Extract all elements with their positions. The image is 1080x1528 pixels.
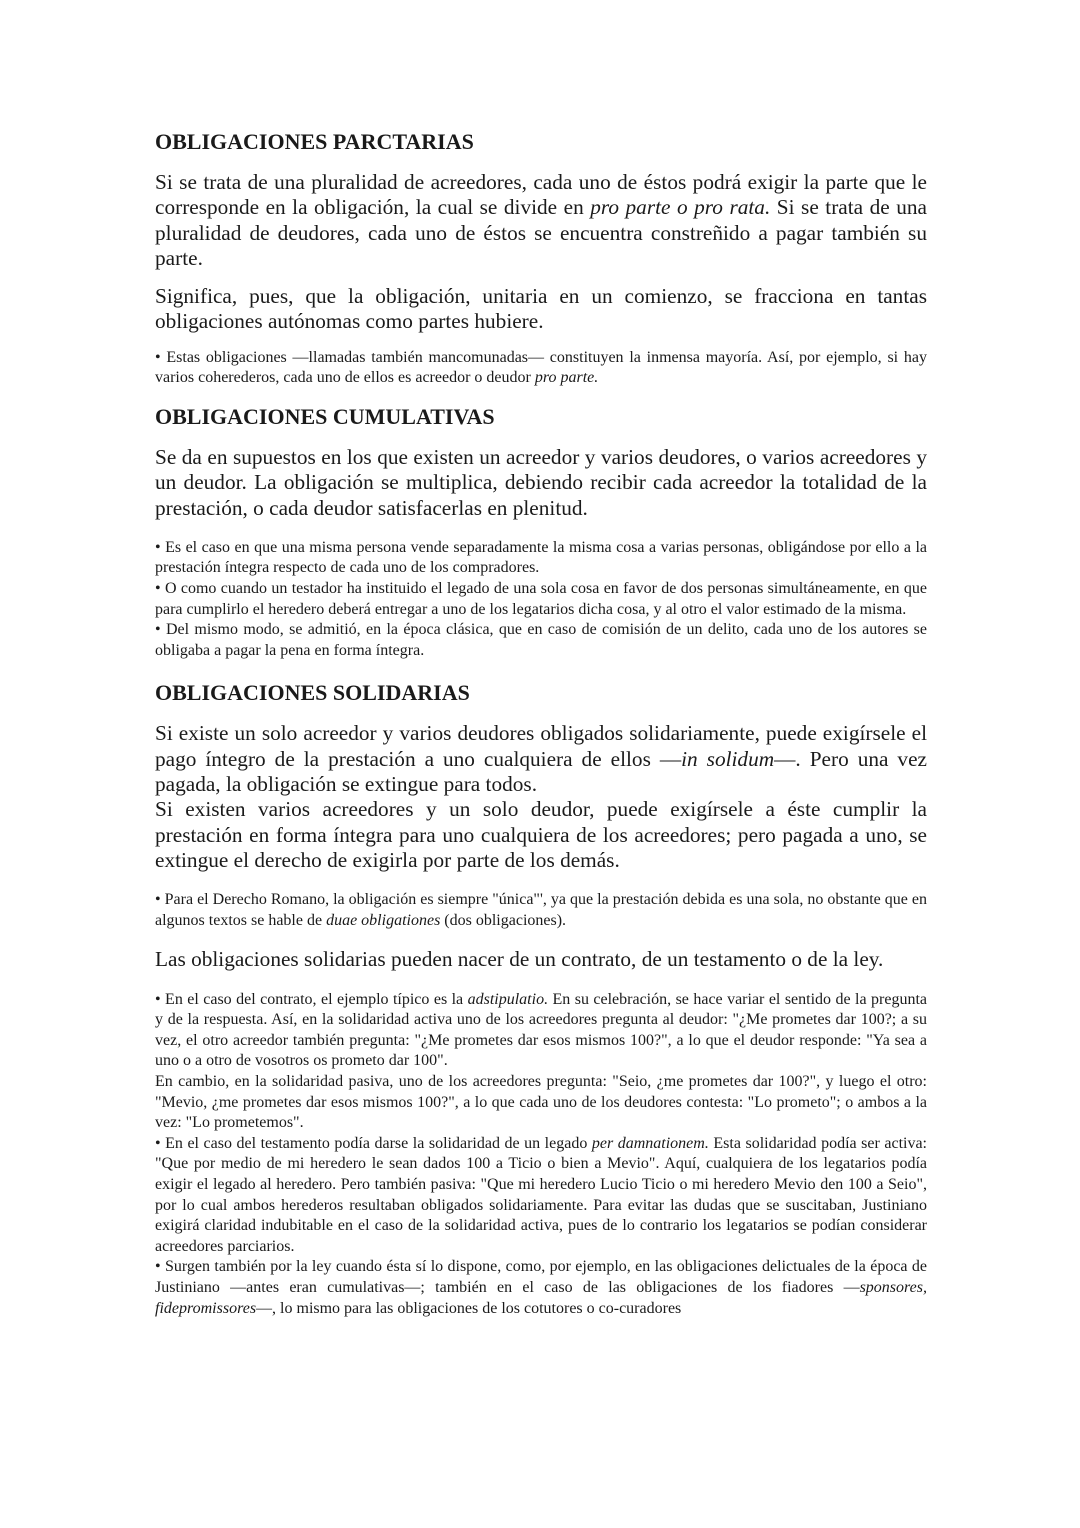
note: • Del mismo modo, se admitió, en la época clásica, que en caso de comisión de un delito, cada uno de los autores se obligaba a pagar la pena en forma íntegra. <box>155 621 927 659</box>
paragraph: Si se trata de una pluralidad de acreedores, cada uno de éstos podrá exigir la parte que le corresponde en la obligación, la cual se divide en pro parte o pro rata. Si se trata de una pluralidad de deudores, cada uno de éstos se encuentra constreñido a pagar también su parte. <box>155 170 927 270</box>
paragraph: Significa, pues, que la obligación, unitaria en un comienzo, se fracciona en tantas obligaciones autónomas como partes hubiere. <box>155 284 927 334</box>
section-title-cumulativas: OBLIGACIONES CUMULATIVAS <box>155 403 495 429</box>
note: • Estas obligaciones —llamadas también mancomunadas— constituyen la inmensa mayoría. Así, por ejemplo, si hay varios coherederos, cada uno de ellos es acreedor o deudor pro parte. <box>155 348 927 387</box>
paragraph: Si existe un solo acreedor y varios deudores obligados solidariamente, puede exigírsele el pago íntegro de la prestación a uno cualquiera de ellos —in solidum—. Pero una vez pagada, la obligación se extingue para todos. <box>155 721 927 797</box>
note: • En el caso del contrato, el ejemplo típico es la adstipulatio. En su celebración, se hace variar el sentido de la pregunta y de la respuesta. Así, en la solidaridad activa uno de los acreedores pregunta al deudor: "¿Me prometes dar 100?; a su vez, el otro acreedor también pregunta: "¿Me prometes dar esos mismos 100?", a lo que el deudor responde: "Ya sea a uno o a otro de vosotros os prometo dar 100". <box>155 990 928 1070</box>
note-block <box>155 890 927 931</box>
section-title-solidarias: OBLIGACIONES SOLIDARIAS <box>155 680 470 706</box>
section-title-parctarias: OBLIGACIONES PARCTARIAS <box>155 129 474 154</box>
note: En cambio, en la solidaridad pasiva, uno de los acreedores pregunta: "Seio, ¿me prometes dar 100?", y luego el otro: "Mevio, ¿me prometes dar esos mismos 100?", a lo que cada uno de los deudores contesta: "Lo prometo"; o ambos a la vez: "Lo prometemos". <box>155 1073 927 1132</box>
paragraph: Se da en supuestos en los que existen un acreedor y varios deudores, o varios acreedores y un deudor. La obligación se multiplica, debiendo recibir cada acreedor la totalidad de la prestación, o cada deudor satisfacerlas en plenitud. <box>155 444 927 520</box>
note: • Surgen también por la ley cuando ésta sí lo dispone, como, por ejemplo, en las obligaciones delictuales de la época de Justiniano —antes eran cumulativas—; también en el caso de las obligaciones de los fiadores —sponsores, fidepromissores—, lo mismo para las obligaciones de los cotutores o co-curadores <box>155 1258 927 1317</box>
note: • O como cuando un testador ha instituido el legado de una sola cosa en favor de dos personas simultáneamente, en que para cumplirlo el heredero deberá entregar a uno de los legatarios dicha cosa, y al otro el valor estimado de la misma. <box>155 580 927 618</box>
note: • Para el Derecho Romano, la obligación es siempre "única"', ya que la prestación debida es una sola, no obstante que en algunos textos se hable de duae obligationes (dos obligaciones). <box>155 891 927 929</box>
note: • Es el caso en que una misma persona vende separadamente la misma cosa a varias personas, obligándose por ello a la prestación íntegra respecto de cada uno de los compradores. <box>155 538 927 577</box>
note-block <box>155 990 927 1320</box>
note-block <box>155 348 927 389</box>
note-block <box>155 538 927 662</box>
document-page <box>155 118 927 1333</box>
paragraph: Si existen varios acreedores y un solo deudor, puede exigírsele a éste cumplir la prestación en forma íntegra para uno cualquiera de los acreedores; pero pagada a uno, se extingue el derecho de exigirla por parte de los demás. <box>155 797 927 872</box>
paragraph: Las obligaciones solidarias pueden nacer de un contrato, de un testamento o de la ley. <box>155 947 884 972</box>
note: • En el caso del testamento podía darse la solidaridad de un legado per damnationem. Esta solidaridad podía ser activa: "Que por medio de mi heredero le sean dados 100 a Ticio o bien a Mevio". Aquí, cualquiera de los legatarios podía exigir el legado al heredero. Pero también pasiva: "Que mi heredero Lucio Ticio o mi heredero Mevio den 100 a Seio", por lo cual ambos herederos resultaban obligados solidariamente. Para evitar las dudas que se suscitaban, Justiniano exigirá claridad indubitable en el caso de la solidaridad activa, pues de lo contrario los legatarios se podían considerar acreedores parciarios. <box>155 1134 928 1255</box>
